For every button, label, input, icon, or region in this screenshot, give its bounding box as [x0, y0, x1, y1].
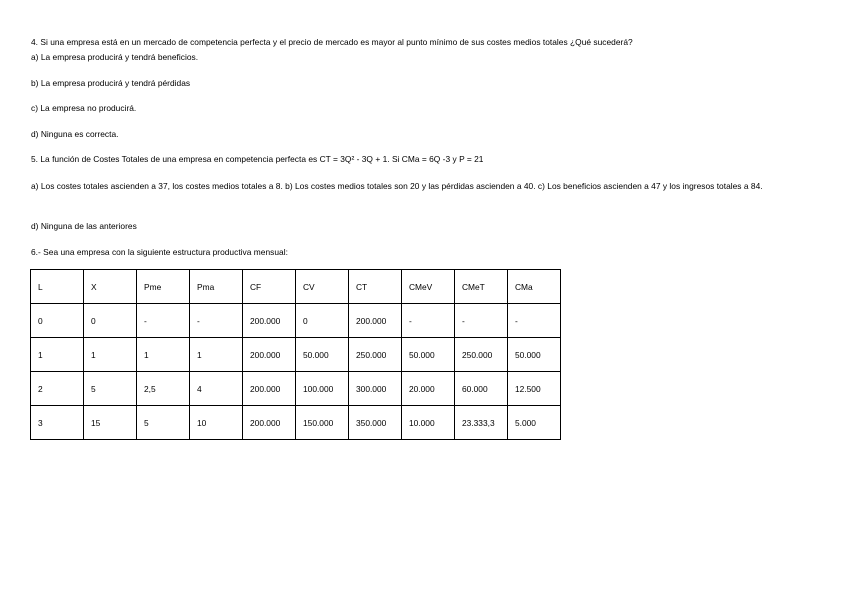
table-cell: 10.000: [402, 406, 455, 440]
table-cell: 50.000: [508, 338, 561, 372]
table-header-cell: CMa: [508, 270, 561, 304]
table-cell: 200.000: [349, 304, 402, 338]
table-cell: 2,5: [137, 372, 190, 406]
table-cell: 250.000: [349, 338, 402, 372]
question-5-text: 5. La función de Costes Totales de una empresa en competencia perfecta es CT = 3Q² - 3Q + 1. Si CMa = 6Q -3 y P = 21: [31, 154, 484, 164]
table-cell: -: [455, 304, 508, 338]
question-5-options-abc: a) Los costes totales ascienden a 37, los costes medios totales a 8. b) Los costes medios totales son 20 y las pérdidas ascienden a 40. c) Los beneficios ascienden a 47 y los ingresos totales a 84.: [31, 181, 763, 191]
table-header-cell: CT: [349, 270, 402, 304]
table-cell: 100.000: [296, 372, 349, 406]
table-cell: 200.000: [243, 372, 296, 406]
question-6-text: 6.- Sea una empresa con la siguiente estructura productiva mensual:: [31, 247, 288, 257]
table-header-cell: Pma: [190, 270, 243, 304]
table-header-cell: X: [84, 270, 137, 304]
table-cell: 1: [31, 338, 84, 372]
question-4-option-d: d) Ninguna es correcta.: [31, 129, 119, 139]
table-cell: 50.000: [402, 338, 455, 372]
question-5-option-d: d) Ninguna de las anteriores: [31, 221, 137, 231]
table-cell: 50.000: [296, 338, 349, 372]
table-cell: 150.000: [296, 406, 349, 440]
table-cell: 2: [31, 372, 84, 406]
table-cell: 0: [84, 304, 137, 338]
table-cell: 10: [190, 406, 243, 440]
table-row: [31, 372, 561, 406]
table-cell: 350.000: [349, 406, 402, 440]
table-cell: 15: [84, 406, 137, 440]
table-cell: 200.000: [243, 304, 296, 338]
table-cell: 3: [31, 406, 84, 440]
table-cell: 5: [137, 406, 190, 440]
table-row: [31, 406, 561, 440]
table-cell: 4: [190, 372, 243, 406]
table-cell: 200.000: [243, 406, 296, 440]
table-header-cell: L: [31, 270, 84, 304]
table-cell: 300.000: [349, 372, 402, 406]
table-cell: 5.000: [508, 406, 561, 440]
question-4-option-a: a) La empresa producirá y tendrá beneficios.: [31, 52, 199, 62]
table-cell: 60.000: [455, 372, 508, 406]
table-row: [31, 338, 561, 372]
table-cell: -: [190, 304, 243, 338]
table-cell: 1: [137, 338, 190, 372]
table-cell: -: [137, 304, 190, 338]
table-cell: 12.500: [508, 372, 561, 406]
table-row: [31, 304, 561, 338]
table-header-row: [31, 270, 561, 304]
table-cell: 0: [296, 304, 349, 338]
table-cell: -: [508, 304, 561, 338]
table-cell: 1: [190, 338, 243, 372]
question-4-option-c: c) La empresa no producirá.: [31, 103, 137, 113]
table-cell: 1: [84, 338, 137, 372]
table-cell: 200.000: [243, 338, 296, 372]
table-cell: 0: [31, 304, 84, 338]
question-4-text: 4. Si una empresa está en un mercado de competencia perfecta y el precio de mercado es mayor al punto mínimo de sus costes medios totales ¿Qué sucederá?: [31, 37, 633, 47]
production-table: [30, 269, 561, 440]
question-4-option-b: b) La empresa producirá y tendrá pérdidas: [31, 78, 191, 88]
table-header-cell: CMeT: [455, 270, 508, 304]
table-cell: 20.000: [402, 372, 455, 406]
table-header-cell: Pme: [137, 270, 190, 304]
table-header-cell: CV: [296, 270, 349, 304]
table-header-cell: CF: [243, 270, 296, 304]
table-cell: 5: [84, 372, 137, 406]
table-cell: 250.000: [455, 338, 508, 372]
table-cell: 23.333,3: [455, 406, 508, 440]
table-cell: -: [402, 304, 455, 338]
table-header-cell: CMeV: [402, 270, 455, 304]
